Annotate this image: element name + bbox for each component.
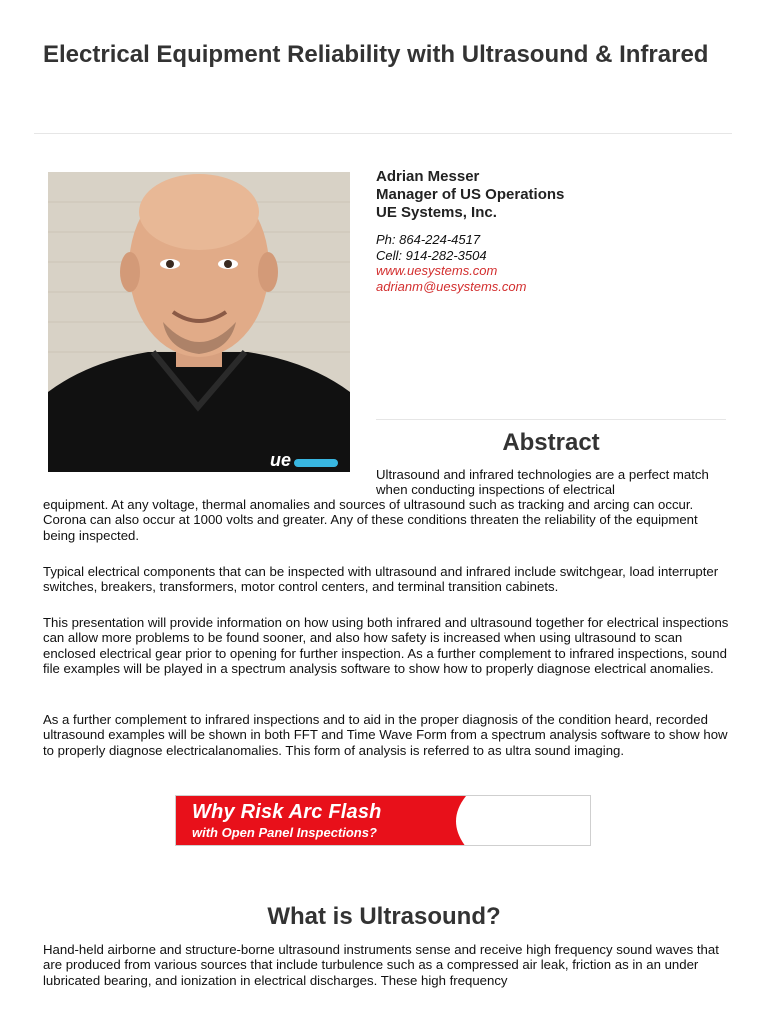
abstract-divider [376,419,726,420]
author-contact [376,168,736,294]
banner-subline: with Open Panel Inspections? [192,825,377,840]
abstract-paragraph-1-start: Ultrasound and infrared technologies are a perfect match when conducting inspections of electrical [376,467,709,498]
abstract-paragraph-3: This presentation will provide information on how using both infrared and ultrasound together for electrical inspections can allow more problems to be found sooner, and also how safety is increased when using ultrasound to scan enclosed electrical gear prior to opening for further inspection. As a further complement to infrared inspections, sound file examples will be played in a spectrum analysis software to show how to properly diagnose electrical anomalies. [43,615,729,677]
arc-flash-banner[interactable] [175,795,591,846]
author-name: Adrian Messer [376,168,480,185]
shirt-logo-accent [294,459,338,467]
abstract-heading: Abstract [502,429,600,456]
page-title: Electrical Equipment Reliability with Ultrasound & Infrared [43,41,709,68]
abstract-paragraph-4: As a further complement to infrared inspections and to aid in the proper diagnosis of the condition heard, recorded ultrasound examples will be shown in both FFT and Time Wave Form from a spectrum analysis software to show how to properly diagnose electricalanomalies. This form of analysis is referred to as ultra sound imaging. [43,712,728,758]
banner-headline: Why Risk Arc Flash [192,801,382,823]
ultrasound-paragraph-1: Hand-held airborne and structure-borne ultrasound instruments sense and receive high frequency sound waves that are produced from various sources that include turbulence such as a compressed air leak, friction as in an under lubricated bearing, and ionization in electrical discharges. These high frequency [43,942,719,988]
website-link[interactable]: www.uesystems.com [376,263,498,278]
title-divider [34,133,732,134]
author-phone: Ph: 864-224-4517 [376,232,481,247]
author-cell: Cell: 914-282-3504 [376,247,487,263]
abstract-paragraph-1-rest: equipment. At any voltage, thermal anomalies and sources of ultrasound such as tracking and arcing can occur. Corona can also occur at 1000 volts and greater. Any of these conditions threaten the reliability of the equipment being inspected. [43,497,698,543]
email-link[interactable]: adrianm@uesystems.com [376,278,527,294]
author-company: UE Systems, Inc. [376,204,497,221]
ultrasound-heading: What is Ultrasound? [267,903,501,930]
author-role: Manager of US Operations [376,186,565,203]
shirt-logo: ue [270,450,292,470]
author-photo [48,172,350,472]
abstract-paragraph-2: Typical electrical components that can be inspected with ultrasound and infrared include switchgear, load interrupter switches, breakers, transformers, motor control centers, and terminal transition cabinets. [43,564,719,595]
